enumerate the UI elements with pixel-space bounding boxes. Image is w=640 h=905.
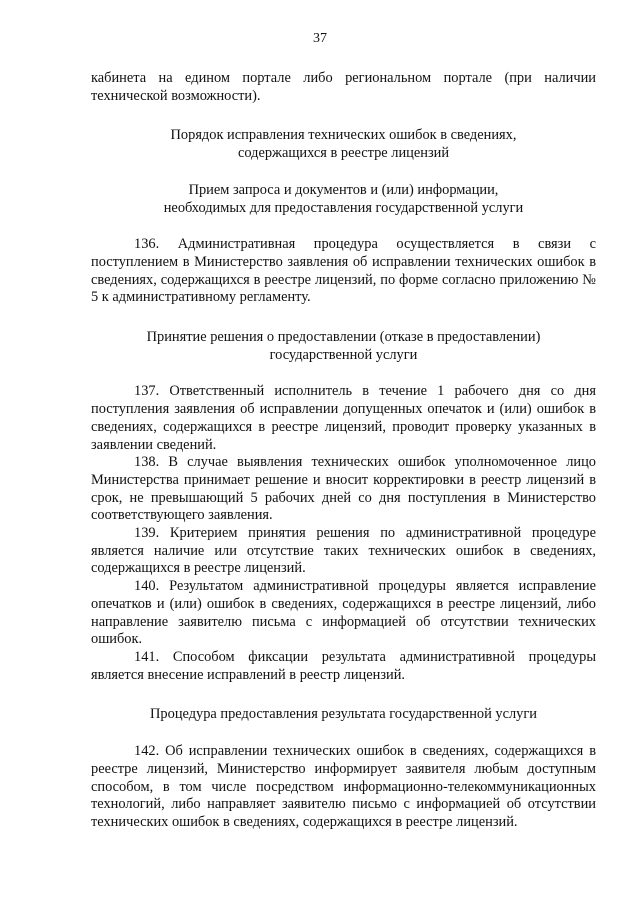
- paragraph-138: 138. В случае выявления технических ошибок уполномоченное лицо Министерства принимает решение и вносит корректировки в реестр лицензий в срок, не превышающий 5 рабочих дней со дня поступления в Министерство соответствующего заявления.: [91, 454, 596, 524]
- subheading-result-delivery: Процедура предоставления результата государственной услуги: [150, 706, 537, 723]
- section-heading-line-1: Порядок исправления технических ошибок в сведениях,: [170, 127, 517, 144]
- paragraph-139: 139. Критерием принятия решения по административной процедуре является наличие или отсутствие таких технических ошибок в сведениях, содержащихся в реестре лицензий.: [91, 525, 596, 577]
- paragraph-137: 137. Ответственный исполнитель в течение 1 рабочего дня со дня поступления заявления об исправлении допущенных опечаток и (или) ошибок в сведениях, содержащихся в реестре лицензий, проводит проверку указанных в заявлении сведений.: [91, 383, 596, 453]
- subheading-decision: [91, 329, 596, 364]
- subheading-request-intake-line-2: необходимых для предоставления государственной услуги: [163, 199, 524, 216]
- paragraph-140: 140. Результатом административной процедуры является исправление опечатков и (или) ошибок в сведениях, содержащихся в реестре лицензий, либо направление заявителю письма с информацией об отсутствии технических ошибок.: [91, 578, 596, 648]
- subheading-request-intake: [91, 182, 596, 217]
- page-number: 37: [313, 31, 327, 46]
- paragraph-142: 142. Об исправлении технических ошибок в сведениях, содержащихся в реестре лицензий, Министерство информирует заявителя любым доступным способом, в том числе посредством информационно-телекоммуникационных технологий, либо направляет заявителю письмо с информацией об отсутствии технических ошибок в сведениях, содержащихся в реестре лицензий.: [91, 743, 596, 830]
- document-body: [91, 70, 596, 832]
- subheading-decision-line-2: государственной услуги: [269, 346, 418, 363]
- section-heading: [91, 127, 596, 162]
- paragraph-136: 136. Административная процедура осуществляется в связи с поступлением в Министерство заявления об исправлении технических ошибок в сведениях, содержащихся в реестре лицензий, по форме согласно приложению № 5 к административному регламенту.: [91, 236, 596, 306]
- subheading-decision-line-1: Принятие решения о предоставлении (отказе в предоставлении): [146, 329, 541, 346]
- intro-paragraph: кабинета на едином портале либо региональном портале (при наличии технической возможности).: [91, 70, 596, 104]
- subheading-request-intake-line-1: Прием запроса и документов и (или) информации,: [188, 181, 499, 198]
- section-heading-line-2: содержащихся в реестре лицензий: [237, 145, 450, 162]
- paragraph-141: 141. Способом фиксации результата административной процедуры является внесение исправлений в реестр лицензий.: [91, 648, 596, 683]
